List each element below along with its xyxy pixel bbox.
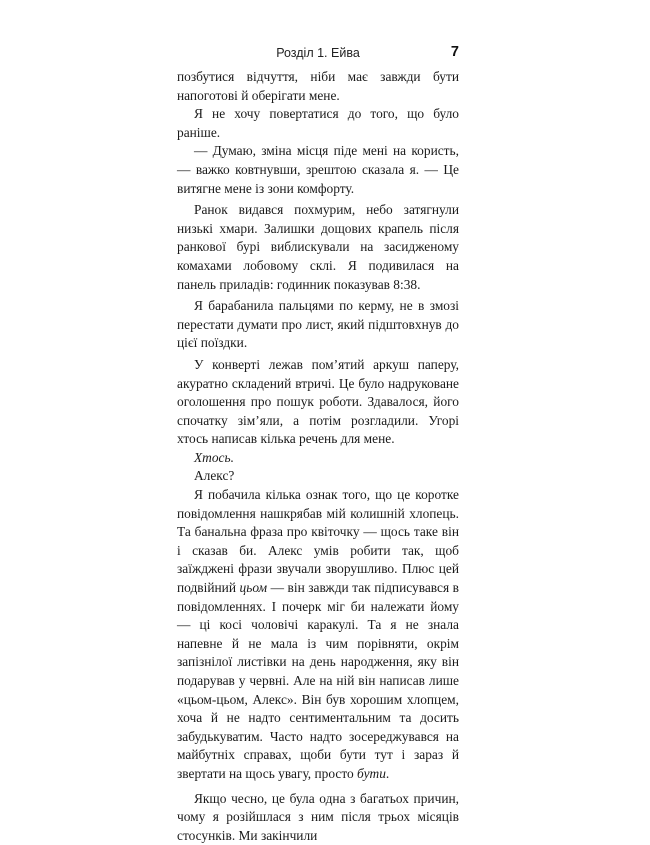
page-number: 7 bbox=[450, 44, 459, 60]
italic-paragraph bbox=[177, 449, 459, 468]
body-text bbox=[177, 68, 459, 845]
italic-text: бути bbox=[357, 765, 386, 781]
paragraph: Я не хочу повертатися до того, що було раніше. bbox=[177, 106, 459, 140]
italic-text: цьом bbox=[239, 580, 268, 596]
paragraph: Алекс? bbox=[194, 468, 235, 484]
paragraph: Якщо чесно, це була одна з багатьох причин, чому я розійшлася з ним після трьох місяців стосунків. Ми закінчили bbox=[177, 790, 459, 843]
text-run: — він завжди так підписувався в повідомленнях. І почерк міг би належати йому — ці косі чоловічі каракулі. Та я не знала напевне й не мала із чим порівняти, окрім запізнілої листівки на день народження, яку він подарував у червні. Але на ній він написав лише «цьом-цьом, Алекс». Він був хорошим хлопцем, хоча й не надто сентиментальним та досить забудькуватим. Часто надто зосереджувався на майбутніх справах, щоби бути тут і зараз й звертати на щось увагу, просто bbox=[177, 580, 459, 781]
paragraph: Я барабанила пальцями по керму, не в змозі перестати думати про лист, який підштовхнув до цієї поїздки. bbox=[177, 298, 459, 351]
paragraph: Ранок видався похмурим, небо затягнули низькі хмари. Залишки дощових крапель після ранкової бурі виблискували на засидженому комахами лобовому склі. Я подивилася на панель приладів: годинник показував 8:38. bbox=[177, 202, 459, 292]
running-head: Розділ 1. Ейва bbox=[276, 46, 360, 60]
dialogue-paragraph: — Думаю, зміна місця піде мені на користь, — важко ковтнувши, зрештою сказала я. — Це витягне мене із зони комфорту. bbox=[177, 143, 459, 196]
page-header bbox=[177, 44, 459, 66]
paragraph bbox=[177, 486, 459, 784]
paragraph: У конверті лежав пом’ятий аркуш паперу, акуратно складений втричі. Це було надруковане оголошення про пошук роботи. Здавалося, його спочатку зім’яли, а потім розгладили. Угорі хтось написав кілька речень для мене. bbox=[177, 356, 459, 447]
text-run: . bbox=[385, 765, 390, 781]
text-run: Я побачила кілька ознак того, що це коротке повідомлення нашкрябав мій колишній хлопець. Та банальна фраза про квіточку — щось таке він і сказав би. Алекс умів робити так, щоб заїжджені фрази звучали зворушливо. Плюс цей подвійний bbox=[177, 487, 459, 596]
paragraph-continuation: позбутися відчуття, ніби має завжди бути напоготові й оберігати мене. bbox=[177, 69, 459, 103]
italic-text: Хтось. bbox=[194, 449, 234, 465]
